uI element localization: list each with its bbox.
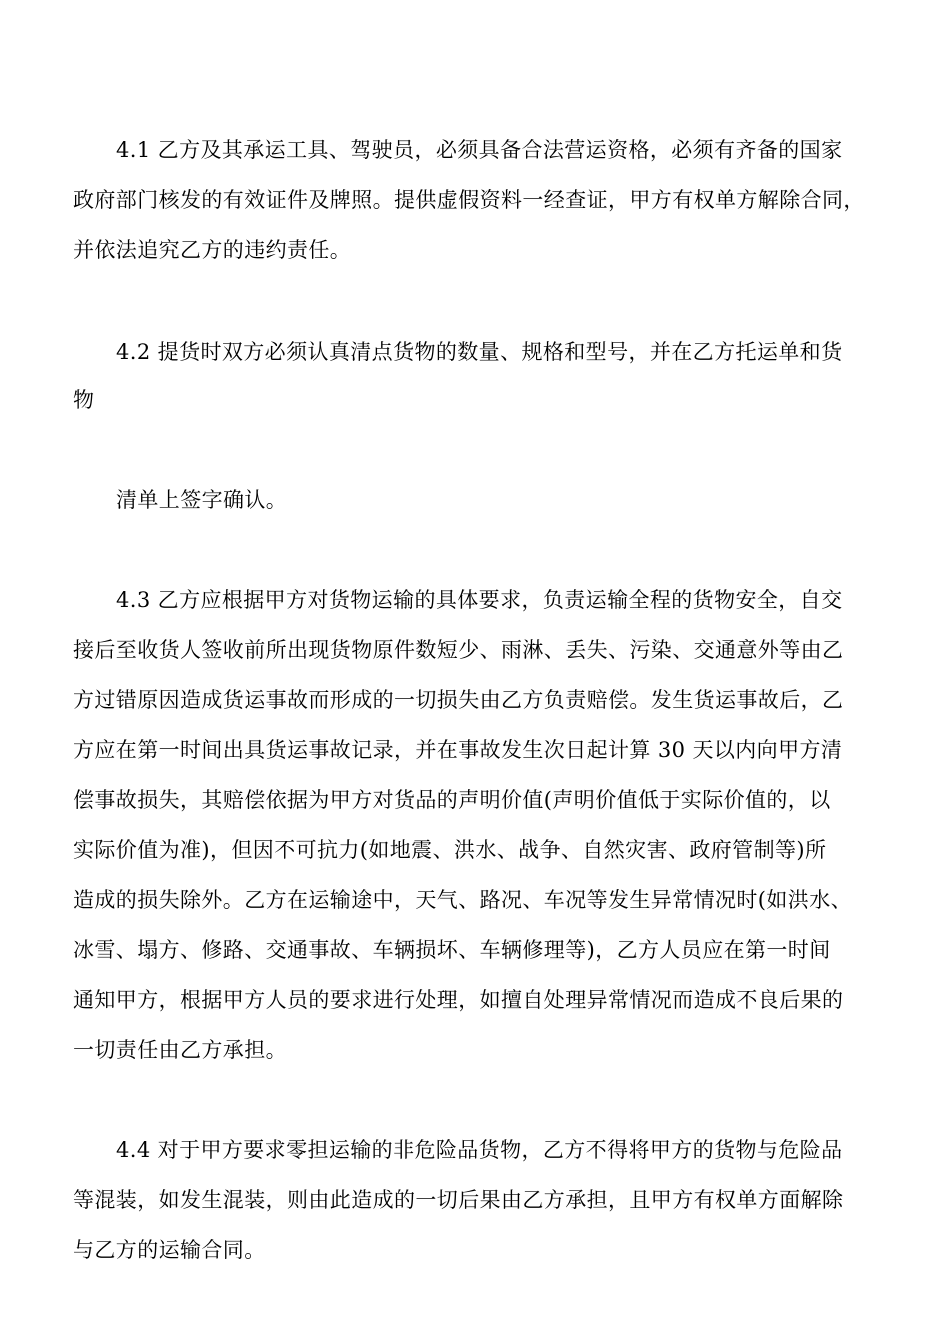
clause-4-4-line-1: 4.4 对于甲方要求零担运输的非危险品货物，乙方不得将甲方的货物与危险品 — [116, 1138, 843, 1162]
clause-4-3-line-7: 造成的损失除外。乙方在运输途中，天气、路况、车况等发生异常情况时(如洪水、 — [73, 888, 852, 912]
clause-4-1-line-2: 政府部门核发的有效证件及牌照。提供虚假资料一经查证，甲方有权单方解除合同， — [73, 188, 865, 212]
clause-4-1-line-3: 并依法追究乙方的违约责任。 — [73, 238, 352, 262]
clause-4-3-line-8: 冰雪、塌方、修路、交通事故、车辆损坏、车辆修理等)，乙方人员应在第一时间 — [73, 938, 831, 962]
clause-4-2-line-1: 4.2 提货时双方必须认真清点货物的数量、规格和型号，并在乙方托运单和货 — [116, 340, 843, 364]
clause-4-2-line-2: 物 — [73, 388, 95, 412]
clause-4-3-line-5: 偿事故损失，其赔偿依据为甲方对货品的声明价值(声明价值低于实际价值的，以 — [73, 788, 831, 812]
clause-4-3-line-1: 4.3 乙方应根据甲方对货物运输的具体要求，负责运输全程的货物安全，自交 — [116, 588, 843, 612]
clause-4-4-line-2: 等混装，如发生混装，则由此造成的一切后果由乙方承担，且甲方有权单方面解除 — [73, 1188, 844, 1212]
clause-4-3-line-9: 通知甲方，根据甲方人员的要求进行处理，如擅自处理异常情况而造成不良后果的 — [73, 988, 844, 1012]
clause-4-1-line-1: 4.1 乙方及其承运工具、驾驶员，必须具备合法营运资格，必须有齐备的国家 — [116, 138, 843, 162]
clause-4-3-line-2: 接后至收货人签收前所出现货物原件数短少、雨淋、丢失、污染、交通意外等由乙 — [73, 638, 844, 662]
clause-4-3-line-10: 一切责任由乙方承担。 — [73, 1038, 287, 1062]
clause-4-3-line-3: 方过错原因造成货运事故而形成的一切损失由乙方负责赔偿。发生货运事故后，乙 — [73, 688, 844, 712]
clause-4-4-line-3: 与乙方的运输合同。 — [73, 1238, 266, 1262]
clause-4-3-line-4: 方应在第一时间出具货运事故记录，并在事故发生次日起计算 30 天以内向甲方清 — [73, 738, 843, 762]
clause-4-3-line-6: 实际价值为准)，但因不可抗力(如地震、洪水、战争、自然灾害、政府管制等)所 — [73, 838, 827, 862]
clause-4-2-line-3: 清单上签字确认。 — [116, 488, 288, 512]
